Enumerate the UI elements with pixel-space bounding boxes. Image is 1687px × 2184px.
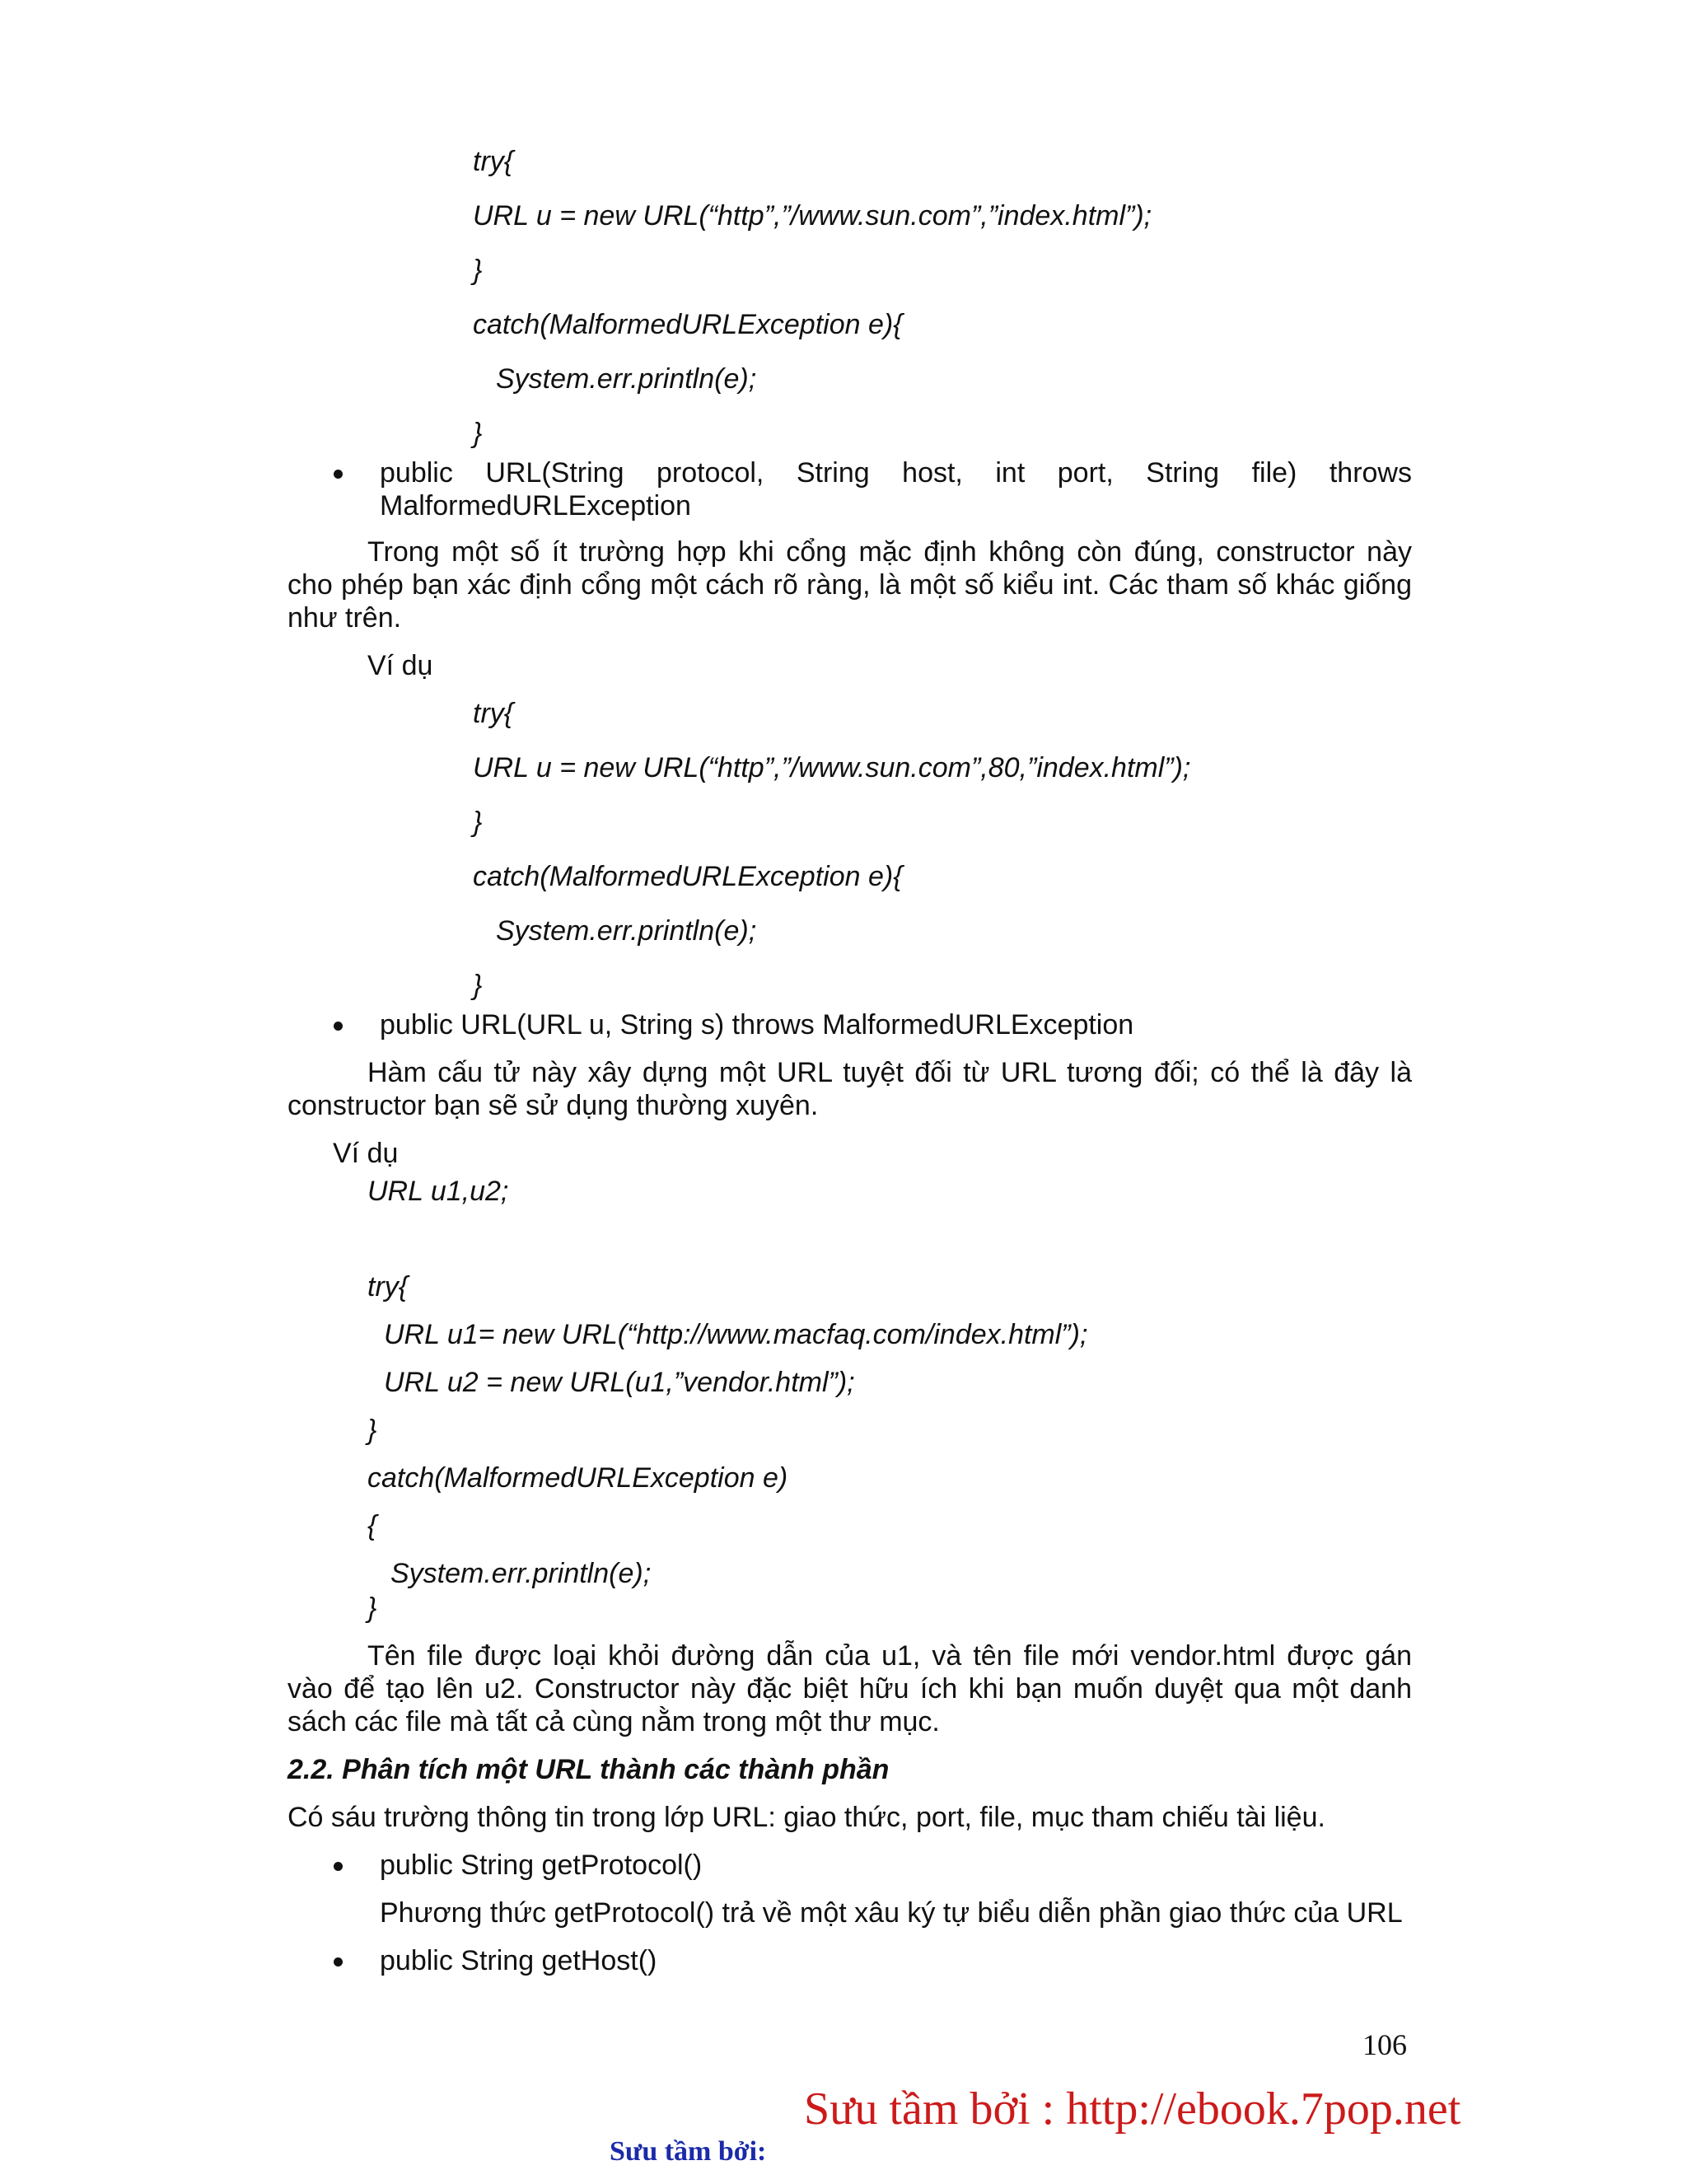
code-line: catch(MalformedURLException e){ bbox=[473, 309, 903, 340]
bullet-icon bbox=[334, 1022, 343, 1031]
code-line: URL u = new URL(“http”,”/www.sun.com”,80,”index.html”); bbox=[473, 752, 1191, 783]
method-signature: public URL(String protocol, String host, int port, String file) throws bbox=[380, 457, 1412, 489]
code-line: } bbox=[367, 1592, 377, 1624]
method-signature: public URL(URL u, String s) throws MalformedURLException bbox=[380, 1009, 1134, 1041]
code-line: System.err.println(e); bbox=[496, 915, 757, 947]
method-signature-cont: MalformedURLException bbox=[380, 490, 691, 521]
paragraph-line: sách các file mà tất cả cùng nằm trong một thư mục. bbox=[287, 1706, 940, 1737]
bullet-icon bbox=[334, 470, 343, 479]
paragraph-line: như trên. bbox=[287, 602, 402, 634]
code-line: System.err.println(e); bbox=[390, 1558, 652, 1589]
code-line: { bbox=[367, 1510, 377, 1541]
watermark-banner bbox=[804, 2083, 1460, 2135]
paragraph-line: Trong một số ít trường hợp khi cổng mặc định không còn đúng, constructor này bbox=[367, 536, 1412, 568]
paragraph-line: constructor bạn sẽ sử dụng thường xuyên. bbox=[287, 1090, 819, 1121]
paragraph-line: vào để tạo lên u2. Constructor này đặc biệt hữu ích khi bạn muốn duyệt qua một danh bbox=[287, 1673, 1412, 1705]
code-line: try{ bbox=[473, 146, 514, 177]
code-line: URL u2 = new URL(u1,”vendor.html”); bbox=[384, 1367, 855, 1398]
banner-prefix: Sưu tầm bởi : bbox=[804, 2083, 1067, 2135]
method-description: Phương thức getProtocol() trả về một xâu ký tự biểu diễn phần giao thức của URL bbox=[380, 1897, 1403, 1929]
code-line: } bbox=[473, 255, 483, 286]
bullet-icon bbox=[334, 1862, 343, 1871]
section-heading: 2.2. Phân tích một URL thành các thành phần bbox=[287, 1754, 890, 1785]
code-line: URL u1,u2; bbox=[367, 1176, 509, 1207]
paragraph-line: Tên file được loại khỏi đường dẫn của u1, và tên file mới vendor.html được gán bbox=[367, 1640, 1412, 1672]
code-line: try{ bbox=[367, 1271, 409, 1302]
code-line: } bbox=[473, 807, 483, 838]
code-line: catch(MalformedURLException e){ bbox=[473, 861, 903, 892]
code-line: URL u1= new URL(“http://www.macfaq.com/index.html”); bbox=[384, 1319, 1088, 1350]
code-line: } bbox=[473, 970, 483, 1001]
code-line: catch(MalformedURLException e) bbox=[367, 1462, 788, 1494]
paragraph-line: cho phép bạn xác định cổng một cách rõ ràng, là một số kiểu int. Các tham số khác giống bbox=[287, 569, 1412, 601]
code-line: System.err.println(e); bbox=[496, 363, 757, 395]
example-label: Ví dụ bbox=[367, 650, 433, 681]
code-line: URL u = new URL(“http”,”/www.sun.com”,”index.html”); bbox=[473, 200, 1152, 231]
credit-label: Sưu tầm bởi: bbox=[610, 2136, 767, 2167]
method-signature: public String getProtocol() bbox=[380, 1850, 703, 1881]
code-line: } bbox=[367, 1415, 377, 1446]
page-number: 106 bbox=[1362, 2028, 1407, 2061]
bullet-icon bbox=[334, 1957, 343, 1967]
paragraph-line: Hàm cấu tử này xây dựng một URL tuyệt đối từ URL tương đối; có thể là đây là bbox=[367, 1057, 1412, 1088]
example-label: Ví dụ bbox=[333, 1138, 399, 1169]
code-line: try{ bbox=[473, 698, 514, 729]
code-line: } bbox=[473, 418, 483, 449]
banner-url: http://ebook.7pop.net bbox=[1066, 2083, 1461, 2135]
section-intro: Có sáu trường thông tin trong lớp URL: giao thức, port, file, mục tham chiếu tài liệu. bbox=[287, 1802, 1325, 1833]
method-signature: public String getHost() bbox=[380, 1945, 657, 1976]
